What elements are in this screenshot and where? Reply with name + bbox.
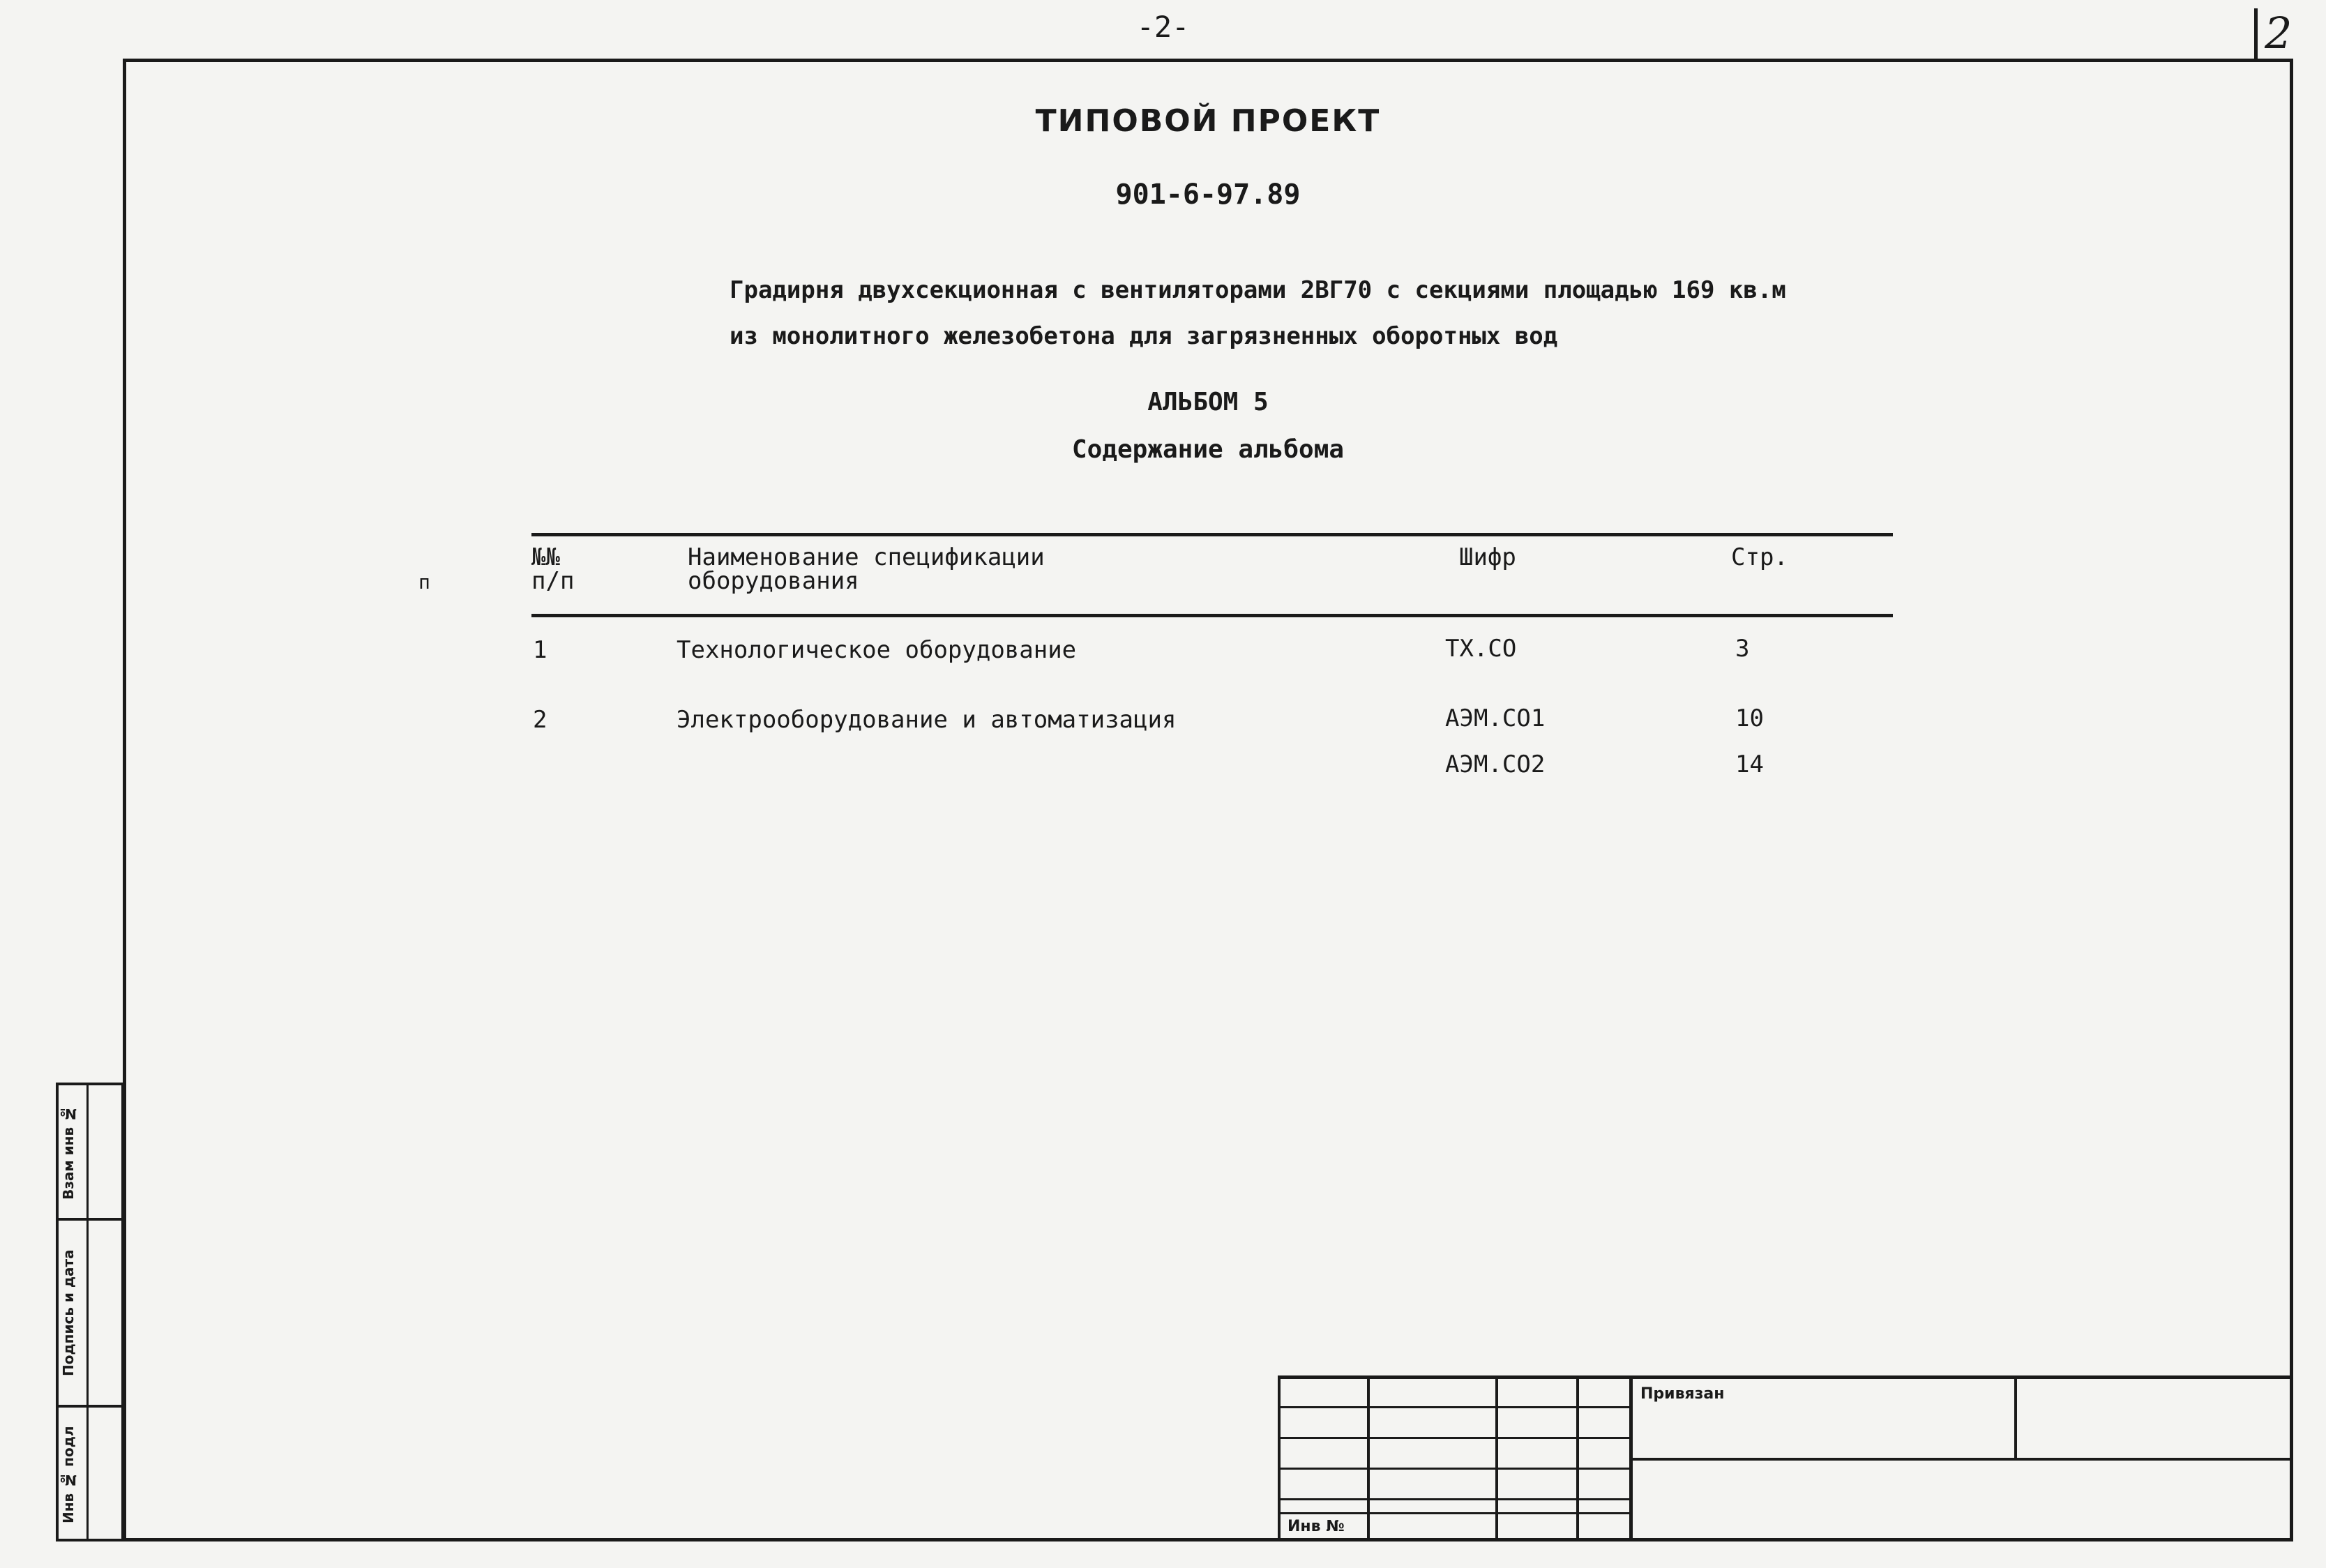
row-page: 14 [1735, 751, 1764, 778]
margin-mark: п [418, 571, 430, 594]
column-header-name: Наименование спецификации оборудования [688, 543, 1045, 595]
row-code: АЭМ.СО2 [1445, 751, 1546, 778]
side-stamp [56, 1083, 124, 1541]
row-number: 2 [533, 706, 547, 734]
project-code: 901-6-97.89 [1115, 179, 1301, 211]
corner-sheet-number: 2 [2254, 8, 2292, 59]
row-page: 10 [1735, 704, 1764, 732]
stamp-label-replaced-inv: Взам инв № [60, 1105, 77, 1200]
page-number: -2- [1136, 10, 1190, 44]
inventory-label: Инв № [1287, 1518, 1345, 1535]
contents-title: Содержание альбома [1071, 435, 1345, 464]
row-name: Электрооборудование и автоматизация [677, 706, 1177, 734]
title-block [1278, 1375, 2293, 1541]
description-line-2: из монолитного железобетона для загрязненных оборотных вод [730, 322, 1558, 350]
table-header-rule [531, 614, 1893, 617]
column-header-code: Шифр [1459, 543, 1516, 571]
stamp-label-original-inv: Инв № подл [60, 1426, 77, 1523]
stamp-label-signature-date: Подпись и дата [60, 1249, 77, 1376]
table-top-rule [531, 533, 1893, 536]
description-line-1: Градирня двухсекционная с вентиляторами 2ВГ70 с секциями площадью 169 кв.м [730, 276, 1786, 304]
row-code: АЭМ.СО1 [1445, 704, 1546, 732]
album-label: АЛЬБОМ 5 [1147, 388, 1269, 416]
row-name: Технологическое оборудование [677, 636, 1077, 664]
column-header-number: №№ п/п [531, 543, 575, 595]
row-number: 1 [533, 636, 547, 664]
column-header-page: Стр. [1731, 543, 1788, 571]
row-page: 3 [1735, 635, 1750, 663]
document-title: ТИПОВОЙ ПРОЕКТ [1035, 103, 1381, 139]
row-code: ТХ.СО [1445, 635, 1517, 663]
bound-label: Привязан [1640, 1385, 1725, 1403]
